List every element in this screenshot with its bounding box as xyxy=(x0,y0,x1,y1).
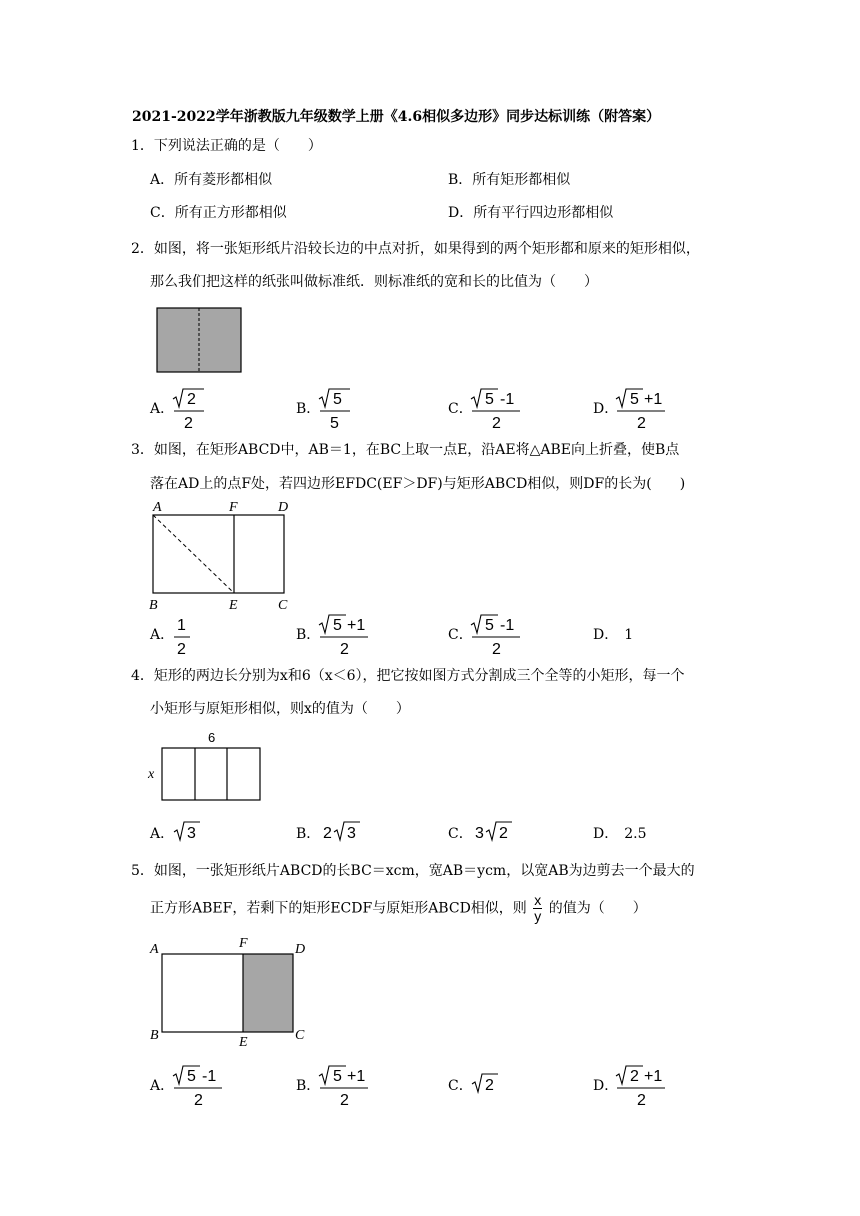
svg-text:+1: +1 xyxy=(347,1068,366,1085)
q1-option-b xyxy=(448,169,570,189)
label-six: 6 xyxy=(208,730,216,745)
option-letter: C． xyxy=(150,205,175,221)
option-text: 所有平行四边形都相似 xyxy=(473,205,614,221)
question-text: 正方形ABEF，若剩下的矩形ECDF与原矩形ABCD相似，则 xyxy=(150,900,527,917)
q5-option-b-math xyxy=(316,1062,372,1108)
q3-option-a-math xyxy=(172,613,192,657)
q5-option-a-math xyxy=(170,1062,226,1108)
option-letter: D． xyxy=(593,1078,619,1094)
svg-text:2: 2 xyxy=(637,415,646,431)
q4-option-a xyxy=(150,823,174,843)
svg-text:5: 5 xyxy=(333,617,342,634)
q3-option-a xyxy=(150,624,174,644)
fraction-denominator: y xyxy=(534,908,542,924)
svg-text:2: 2 xyxy=(187,391,196,408)
q2-option-b-math xyxy=(316,385,352,431)
q4-option-b-math xyxy=(322,818,362,844)
option-letter: B． xyxy=(296,401,321,417)
svg-text:5: 5 xyxy=(485,617,494,634)
q2-figure xyxy=(155,306,243,374)
svg-text:5: 5 xyxy=(330,415,339,431)
svg-text:-1: -1 xyxy=(202,1068,217,1085)
option-text: 2.5 xyxy=(624,826,647,842)
fraction-numerator: x xyxy=(534,892,542,908)
question-number: 4． xyxy=(131,668,154,684)
svg-text:2: 2 xyxy=(340,641,349,657)
q2-option-a-math xyxy=(170,385,206,431)
label-b: B xyxy=(149,598,158,613)
question-5-stem-line2 xyxy=(150,893,647,924)
q2-option-d-math xyxy=(613,385,669,431)
q4-option-a-math xyxy=(172,818,202,844)
label-a: A xyxy=(153,500,162,515)
svg-text:5: 5 xyxy=(485,391,494,408)
question-text: 下列说法正确的是（ ） xyxy=(153,138,322,154)
question-text: 如图，将一张矩形纸片沿较长边的中点对折，如果得到的两个矩形都和原来的矩形相似， xyxy=(153,241,700,257)
segment-ae xyxy=(153,515,234,593)
option-letter: D． xyxy=(593,826,619,842)
q2-option-c-math xyxy=(468,385,524,431)
option-letter: D． xyxy=(448,205,474,221)
option-text: 所有正方形都相似 xyxy=(174,205,287,221)
outer-rect xyxy=(162,748,260,800)
fraction-x-over-y xyxy=(533,893,542,924)
svg-text:5: 5 xyxy=(333,1068,342,1085)
svg-text:-1: -1 xyxy=(500,617,515,634)
q5-option-c-math xyxy=(470,1070,500,1096)
option-letter: B． xyxy=(448,172,473,188)
page-title: 2021-2022学年浙教版九年级数学上册《4.6相似多边形》同步达标训练（附答案） xyxy=(132,109,661,125)
question-4-stem-line1 xyxy=(131,665,685,685)
svg-text:1: 1 xyxy=(177,617,186,634)
option-letter: D． xyxy=(593,401,619,417)
label-f: F xyxy=(229,500,238,515)
q3-option-c-math xyxy=(468,611,524,657)
svg-text:2: 2 xyxy=(492,415,501,431)
option-letter: B． xyxy=(296,1078,321,1094)
label-x: x xyxy=(148,767,155,782)
svg-text:+1: +1 xyxy=(347,617,366,634)
label-b: B xyxy=(150,1028,159,1043)
option-letter: A． xyxy=(150,1078,175,1094)
question-number: 1． xyxy=(131,138,154,154)
q1-option-c xyxy=(150,202,287,222)
svg-text:2: 2 xyxy=(492,641,501,657)
option-letter: A． xyxy=(150,401,175,417)
svg-text:2: 2 xyxy=(630,1068,639,1085)
svg-text:3: 3 xyxy=(347,825,356,842)
svg-text:-1: -1 xyxy=(500,391,515,408)
option-letter: B． xyxy=(296,627,321,643)
svg-text:2: 2 xyxy=(637,1092,646,1108)
option-text: 所有矩形都相似 xyxy=(472,172,571,188)
question-number: 3． xyxy=(131,442,154,458)
q4-option-b xyxy=(296,823,320,843)
label-d: D xyxy=(278,500,289,515)
svg-text:2: 2 xyxy=(194,1092,203,1108)
label-e: E xyxy=(239,1035,248,1049)
svg-text:2: 2 xyxy=(184,415,193,431)
q3-option-b-math xyxy=(316,611,372,657)
svg-text:2: 2 xyxy=(177,641,186,657)
question-text: 的值为（ ） xyxy=(548,900,647,917)
svg-text:5: 5 xyxy=(333,391,342,408)
label-c: C xyxy=(278,598,288,613)
question-text: 矩形的两边长分别为x和6（x＜6），把它按如图方式分割成三个全等的小矩形，每一个 xyxy=(153,668,685,684)
rect-abcd xyxy=(153,515,284,593)
question-text: 如图，在矩形ABCD中，AB＝1，在BC上取一点E，沿AE将△ABE向上折叠，使B点 xyxy=(153,442,680,458)
label-c: C xyxy=(295,1028,305,1043)
q3-figure xyxy=(145,497,295,615)
shaded-rect-ecdf xyxy=(243,954,293,1032)
label-d: D xyxy=(295,942,306,957)
svg-text:3: 3 xyxy=(475,825,484,842)
svg-text:2: 2 xyxy=(485,1077,494,1094)
question-3-stem-line1 xyxy=(131,439,679,459)
option-letter: B． xyxy=(296,826,321,842)
option-letter: A． xyxy=(150,172,175,188)
option-letter: C． xyxy=(448,826,473,842)
svg-text:3: 3 xyxy=(187,825,196,842)
q4-option-c-math xyxy=(474,818,514,844)
question-text: 如图，一张矩形纸片ABCD的长BC＝xcm，宽AB＝ycm，以宽AB为边剪去一个最大的 xyxy=(153,863,695,879)
q5-option-d-math xyxy=(613,1062,669,1108)
q1-option-d xyxy=(448,202,613,222)
q1-option-a xyxy=(150,169,272,189)
label-e: E xyxy=(229,598,238,613)
question-3-stem-line2: 落在AD上的点F处，若四边形EFDC(EF＞DF)与矩形ABCD相似，则DF的长为( ) xyxy=(150,476,686,492)
q4-figure xyxy=(145,728,267,804)
question-2-stem-line1 xyxy=(131,238,700,258)
question-5-stem-line1 xyxy=(131,860,695,880)
question-1-stem xyxy=(131,135,322,155)
option-text: 1 xyxy=(624,627,634,643)
option-letter: C． xyxy=(448,627,473,643)
label-f: F xyxy=(239,936,248,951)
question-2-stem-line2: 那么我们把这样的纸张叫做标准纸．则标准纸的宽和长的比值为（ ） xyxy=(150,274,598,290)
q4-option-d xyxy=(593,823,647,843)
svg-text:2: 2 xyxy=(499,825,508,842)
svg-text:5: 5 xyxy=(187,1068,196,1085)
svg-text:2: 2 xyxy=(340,1092,349,1108)
q5-option-c xyxy=(448,1075,473,1095)
svg-text:+1: +1 xyxy=(644,1068,663,1085)
svg-text:+1: +1 xyxy=(644,391,663,408)
svg-text:2: 2 xyxy=(323,825,332,842)
q4-option-c xyxy=(448,823,473,843)
option-letter: A． xyxy=(150,826,175,842)
option-letter: C． xyxy=(448,1078,473,1094)
q5-figure xyxy=(145,933,315,1049)
option-letter: C． xyxy=(448,401,473,417)
label-a: A xyxy=(150,942,159,957)
option-letter: A． xyxy=(150,627,175,643)
question-number: 5． xyxy=(131,863,154,879)
svg-text:5: 5 xyxy=(630,391,639,408)
q3-option-d xyxy=(593,624,633,644)
question-4-stem-line2: 小矩形与原矩形相似，则x的值为（ ） xyxy=(150,701,410,717)
option-text: 所有菱形都相似 xyxy=(174,172,273,188)
option-letter: D． xyxy=(593,627,619,643)
question-number: 2． xyxy=(131,241,154,257)
